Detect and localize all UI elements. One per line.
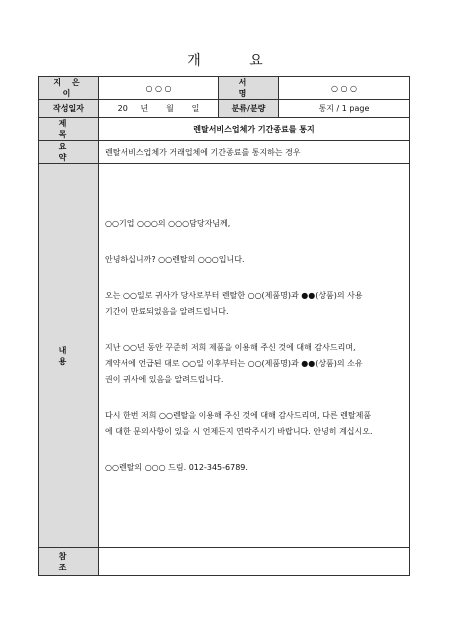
author-row	[39, 77, 410, 100]
content-paragraph	[105, 252, 403, 268]
subject-row	[39, 118, 410, 141]
author-value[interactable]: ○ ○ ○	[99, 77, 219, 100]
signature-value[interactable]: ○ ○ ○	[279, 77, 410, 100]
document-title: 개 요	[187, 53, 285, 69]
date-value[interactable]	[99, 100, 219, 118]
date-month-unit: 월	[166, 104, 174, 113]
reference-value[interactable]	[99, 548, 410, 576]
content-line: 기간이 만료되었음을 알려드립니다.	[105, 306, 229, 316]
content-paragraph	[105, 460, 403, 476]
content-line: 계약서에 언급된 대로 ○○일 이후부터는 ○○(제품명)과 ●●(상품)의 소유	[105, 358, 363, 368]
author-label: 지 은 이	[39, 77, 99, 100]
subject-value[interactable]: 렌탈서비스업체가 기간종료를 통지	[99, 118, 410, 141]
content-line: 권이 귀사에 있음을 알려드립니다.	[105, 374, 224, 384]
content-line: 오는 ○○일로 귀사가 당사로부터 렌탈한 ○○(제품명)과 ●●(상품)의 사용	[105, 290, 363, 300]
summary-label: 요 약	[39, 141, 99, 164]
category-label: 분류/분량	[219, 100, 279, 118]
signature-label: 서 명	[219, 77, 279, 100]
category-value[interactable]: 통지 / 1 page	[279, 100, 410, 118]
content-line: 에 대한 문의사항이 있을 시 언제든지 연락주시기 바랍니다. 안녕히 계십시오.	[105, 426, 373, 436]
reference-label: 참 조	[39, 548, 99, 576]
content-line: ○○기업 ○○○의 ○○○담당자님께,	[105, 218, 231, 228]
content-paragraph	[105, 340, 403, 388]
content-line: ○○렌탈의 ○○○ 드림. 012-345-6789.	[105, 462, 248, 472]
content-label: 내 용	[39, 164, 99, 548]
date-label: 작성일자	[39, 100, 99, 118]
summary-value[interactable]: 렌탈서비스업체가 거래업체에 기간종료를 통지하는 경우	[99, 141, 410, 164]
summary-row	[39, 141, 410, 164]
content-paragraph	[105, 408, 403, 440]
content-line: 다시 한번 저희 ○○렌탈을 이용해 주신 것에 대해 감사드리며, 다른 렌탈제품	[105, 410, 372, 420]
content-body[interactable]	[99, 164, 410, 548]
subject-label: 제 목	[39, 118, 99, 141]
date-year-unit: 년	[140, 104, 149, 113]
content-line: 안녕하십니까? ○○렌탈의 ○○○입니다.	[105, 254, 245, 264]
content-paragraph	[105, 288, 403, 320]
content-line: 지난 ○○년 동안 꾸준히 저희 제품을 이용해 주신 것에 대해 감사드리며,	[105, 342, 356, 352]
content-paragraphs	[105, 216, 403, 476]
date-row	[39, 100, 410, 118]
content-row	[39, 164, 410, 548]
date-day-unit: 일	[191, 104, 200, 113]
date-year: 20	[117, 104, 128, 113]
reference-row	[39, 548, 410, 576]
overview-form-table	[38, 76, 410, 576]
content-paragraph	[105, 216, 403, 232]
